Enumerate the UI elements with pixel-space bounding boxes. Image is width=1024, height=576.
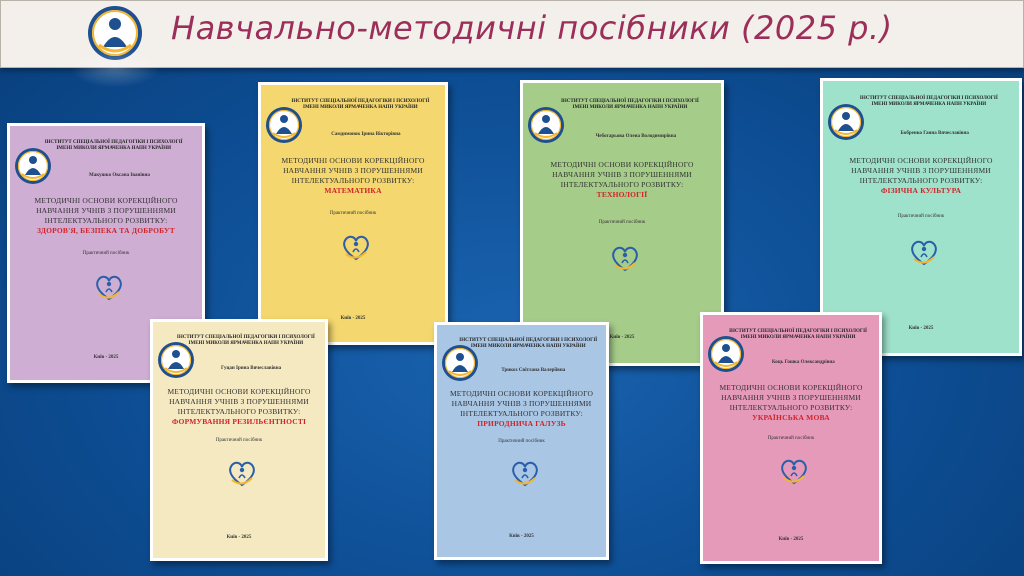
institute-logo-icon	[527, 106, 565, 144]
book-title	[531, 160, 713, 200]
institute-line: ІНСТИТУТ СПЕЦІАЛЬНОЇ ПЕДАГОГІКИ І ПСИХОЛОГІЇ	[176, 335, 315, 341]
book-author: Бобренко Ганна Вячеславівна	[900, 131, 969, 137]
publication-type: Практичний посібник	[767, 435, 815, 441]
institute-line: ІМЕНІ МИКОЛИ ЯРМАЧЕНКА НАПН УКРАЇНИ	[470, 344, 586, 350]
book-title	[160, 387, 318, 427]
institute-logo-icon	[827, 103, 865, 141]
institute-name	[547, 99, 713, 111]
institute-line: ІМЕНІ МИКОЛИ ЯРМАЧЕНКА НАПН УКРАЇНИ	[572, 104, 688, 110]
institute-line: ІМЕНІ МИКОЛИ ЯРМАЧЕНКА НАПН УКРАЇНИ	[303, 105, 418, 111]
institute-logo-icon	[441, 344, 479, 382]
heart-logo-icon	[340, 232, 372, 262]
publication-city-year: Київ - 2025	[609, 334, 635, 340]
book-subject: УКРАЇНСЬКА МОВА	[752, 413, 830, 423]
institute-line: ІНСТИТУТ СПЕЦІАЛЬНОЇ ПЕДАГОГІКИ І ПСИХОЛОГІЇ	[44, 140, 183, 146]
book-subject: МАТЕМАТИКА	[324, 186, 382, 195]
heart-logo-icon	[226, 458, 258, 488]
institute-name	[283, 99, 438, 111]
book-title-main: МЕТОДИЧНІ ОСНОВИ КОРЕКЦІЙНОГО НАВЧАННЯ УЧНІВ З ПОРУШЕННЯМИ ІНТЕЛЕКТУАЛЬНОГО РОЗВИТКУ:	[34, 196, 178, 226]
publication-type: Практичний посібник	[215, 438, 263, 444]
page-title: Навчально-методичні посібники (2025 р.)	[171, 9, 893, 47]
book-cover[interactable]	[434, 322, 609, 560]
institute-line: ІМЕНІ МИКОЛИ ЯРМАЧЕНКА НАПН УКРАЇНИ	[871, 102, 987, 108]
institute-line: ІНСТИТУТ СПЕЦІАЛЬНОЇ ПЕДАГОГІКИ І ПСИХОЛОГІЇ	[459, 338, 598, 344]
institute-name	[33, 140, 194, 152]
institute-line: ІМЕНІ МИКОЛИ ЯРМАЧЕНКА НАПН УКРАЇНИ	[56, 146, 172, 152]
institute-line: ІНСТИТУТ СПЕЦІАЛЬНОЇ ПЕДАГОГІКИ І ПСИХОЛОГІЇ	[859, 96, 998, 102]
publication-type: Практичний посібник	[498, 439, 545, 445]
institute-name	[174, 335, 319, 347]
institute-logo-icon	[157, 341, 195, 379]
publication-city-year: Київ - 2025	[340, 316, 366, 322]
institute-line: ІМЕНІ МИКОЛИ ЯРМАЧЕНКА НАПН УКРАЇНИ	[188, 341, 304, 347]
book-subject: ФОРМУВАННЯ РЕЗИЛЬЄНТНОСТІ	[171, 417, 307, 427]
book-cover[interactable]	[258, 82, 448, 345]
book-title-main: МЕТОДИЧНІ ОСНОВИ КОРЕКЦІЙНОГО НАВЧАННЯ УЧНІВ З ПОРУШЕННЯМИ ІНТЕЛЕКТУАЛЬНОГО РОЗВИТКУ:	[449, 389, 594, 419]
book-title-main: МЕТОДИЧНІ ОСНОВИ КОРЕКЦІЙНОГО НАВЧАННЯ УЧНІВ З ПОРУШЕННЯМИ ІНТЕЛЕКТУАЛЬНОГО РОЗВИТКУ:	[281, 156, 425, 185]
institute-logo-icon	[707, 335, 745, 373]
institute-line: ІМЕНІ МИКОЛИ ЯРМАЧЕНКА НАПН УКРАЇНИ	[740, 334, 856, 340]
book-cover[interactable]	[150, 319, 328, 561]
publication-city-year: Київ - 2025	[509, 534, 534, 540]
publication-type: Практичний посібник	[82, 250, 130, 256]
heart-logo-icon	[93, 272, 125, 302]
institute-name	[847, 96, 1012, 108]
heart-logo-icon	[778, 456, 810, 486]
book-subject: ЗДОРОВ'Я, БЕЗПЕКА ТА ДОБРОБУТ	[37, 226, 175, 236]
book-title	[444, 389, 600, 429]
publication-city-year: Київ - 2025	[778, 536, 804, 542]
institute-name	[724, 329, 872, 341]
heart-logo-icon	[609, 243, 641, 273]
heart-logo-icon	[908, 237, 940, 267]
book-cover[interactable]	[700, 312, 882, 564]
institute-logo-icon	[14, 147, 52, 185]
book-title-main: МЕТОДИЧНІ ОСНОВИ КОРЕКЦІЙНОГО НАВЧАННЯ УЧНІВ З ПОРУШЕННЯМИ ІНТЕЛЕКТУАЛЬНОГО РОЗВИТКУ:	[719, 383, 863, 413]
publication-type: Практичний посібник	[329, 211, 377, 217]
book-title	[710, 383, 872, 423]
publication-city-year: Київ - 2025	[226, 534, 252, 540]
heart-logo-icon	[509, 458, 541, 488]
book-author: Самдимонок Ірина Вікторівна	[331, 132, 401, 138]
publication-type: Практичний посібник	[598, 220, 646, 226]
book-title	[831, 156, 1011, 196]
book-title	[268, 156, 437, 196]
book-subject: ТЕХНОЛОГІЇ	[596, 190, 648, 200]
book-author: Коць Гошка Олександрівна	[771, 360, 835, 366]
book-subject: ФІЗИЧНА КУЛЬТУРА	[880, 186, 962, 196]
institute-line: ІНСТИТУТ СПЕЦІАЛЬНОЇ ПЕДАГОГІКИ І ПСИХОЛОГІЇ	[560, 98, 699, 104]
institute-logo-icon	[265, 106, 303, 144]
logo-reflection	[70, 48, 160, 88]
book-title-main: МЕТОДИЧНІ ОСНОВИ КОРЕКЦІЙНОГО НАВЧАННЯ УЧНІВ З ПОРУШЕННЯМИ ІНТЕЛЕКТУАЛЬНОГО РОЗВИТКУ:	[550, 160, 694, 190]
book-title-main: МЕТОДИЧНІ ОСНОВИ КОРЕКЦІЙНОГО НАВЧАННЯ УЧНІВ З ПОРУШЕННЯМИ ІНТЕЛЕКТУАЛЬНОГО РОЗВИТКУ:	[849, 156, 993, 186]
publication-city-year: Київ - 2025	[908, 325, 934, 331]
publication-type: Практичний посібник	[897, 214, 945, 220]
publication-city-year: Київ - 2025	[93, 354, 119, 360]
book-author: Трикоз Світлана Валеріївна	[501, 367, 566, 373]
institute-line: ІНСТИТУТ СПЕЦІАЛЬНОЇ ПЕДАГОГІКИ І ПСИХОЛОГІЇ	[729, 328, 867, 334]
book-author: Макушко Оксана Іванівна	[89, 172, 150, 178]
book-author: Чеботарьова Олена Володимирівна	[595, 134, 677, 140]
book-author: Гуцан Ірина Вячеславівна	[221, 365, 282, 371]
institute-line: ІНСТИТУТ СПЕЦІАЛЬНОЇ ПЕДАГОГІКИ І ПСИХОЛОГІЇ	[291, 99, 430, 105]
book-title	[18, 196, 195, 236]
book-subject: ПРИРОДНИЧА ГАЛУЗЬ	[477, 419, 566, 429]
book-title-main: МЕТОДИЧНІ ОСНОВИ КОРЕКЦІЙНОГО НАВЧАННЯ УЧНІВ З ПОРУШЕННЯМИ ІНТЕЛЕКТУАЛЬНОГО РОЗВИТКУ:	[167, 387, 311, 417]
